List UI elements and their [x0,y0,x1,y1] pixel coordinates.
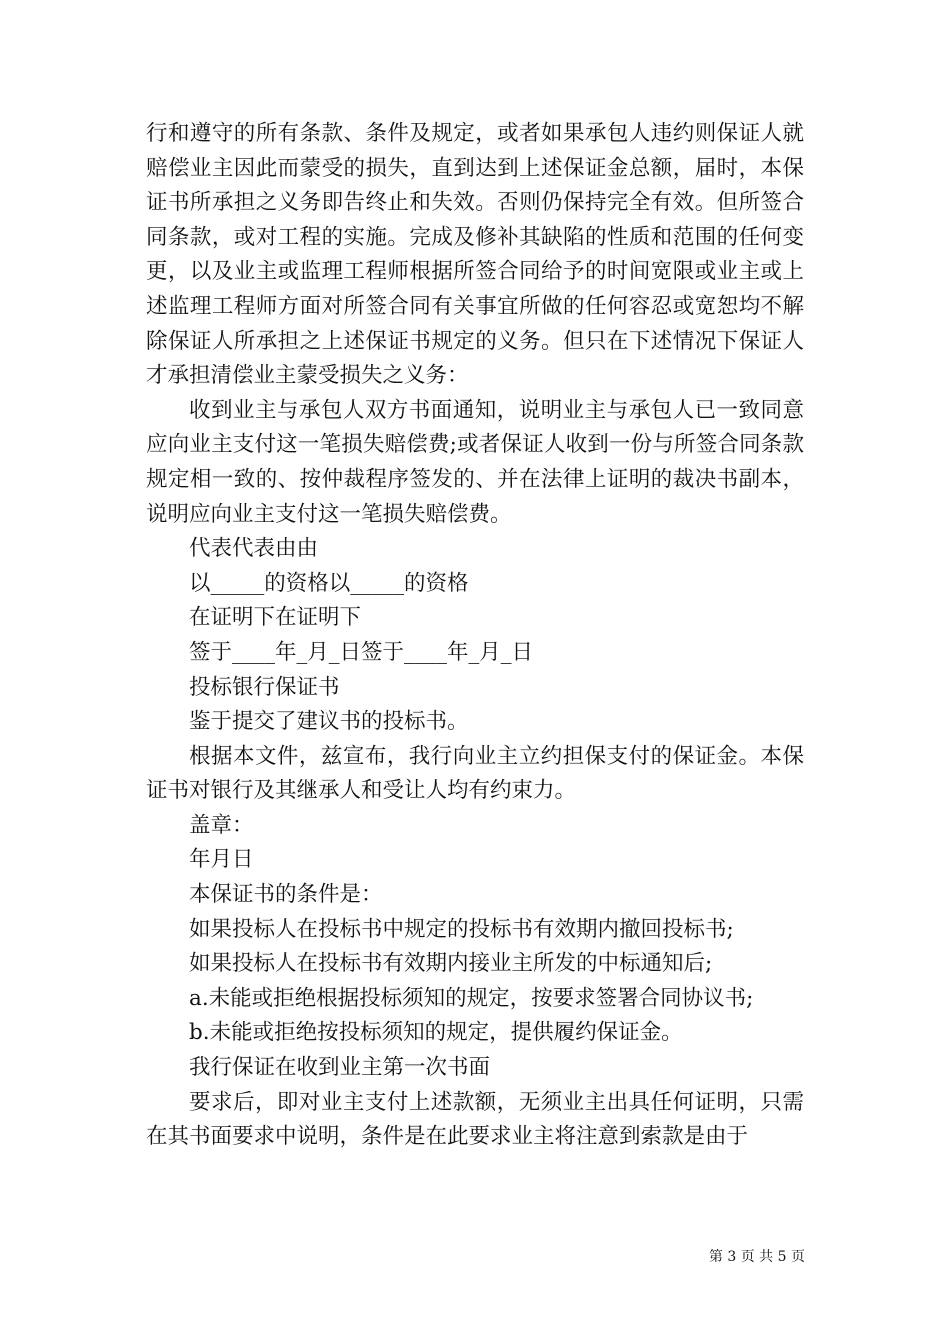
paragraph-1: 行和遵守的所有条款、条件及规定，或者如果承包人违约则保证人就赔偿业主因此而蒙受的损失，直到达到上述保证金总额，届时，本保证书所承担之义务即告终止和失效。否则仍保持完全有效。但所签合同条款，或对工程的实施。完成及修补其缺陷的性质和范围的任何变更，以及业主或监理工程师根据所签合同给予的时间宽限或业主或上述监理工程师方面对所签合同有关事宜所做的任何容忍或宽恕均不解除保证人所承担之上述保证书规定的义务。但只在下述情况下保证人才承担清偿业主蒙受损失之义务： [146,121,804,389]
paragraph-11: 年月日 [189,847,254,873]
paragraph-6: 签于____年_月_日签于____年_月_日 [189,639,534,665]
page-number-footer: 第 3 页 共 5 页 [708,1249,805,1265]
paragraph-9: 根据本文件，兹宣布，我行向业主立约担保支付的保证金。本保证书对银行及其继承人和受让人均有约束力。 [146,743,804,804]
document-body [146,117,804,1155]
paragraph-2: 收到业主与承包人双方书面通知，说明业主与承包人已一致同意应向业主支付这一笔损失赔偿费;或者保证人收到一份与所签合同条款规定相一致的、按仲裁程序签发的、并在法律上证明的裁决书副本，说明应向业主支付这一笔损失赔偿费。 [146,397,804,527]
paragraph-12: 本保证书的条件是： [189,882,383,908]
paragraph-3: 代表代表由由 [189,536,319,562]
paragraph-14: 如果投标人在投标书有效期内接业主所发的中标通知后; [189,951,713,977]
paragraph-7: 投标银行保证书 [189,674,340,700]
paragraph-4: 以_____的资格以_____的资格 [189,570,469,596]
paragraph-16: b.未能或拒绝按投标须知的规定，提供履约保证金。 [189,1020,683,1046]
paragraph-17: 我行保证在收到业主第一次书面 [189,1055,491,1081]
paragraph-15: a.未能或拒绝根据投标须知的规定，按要求签署合同协议书; [189,985,754,1011]
paragraph-18: 要求后，即对业主支付上述款额，无须业主出具任何证明，只需在其书面要求中说明，条件是在此要求业主将注意到索款是由于 [146,1089,804,1150]
paragraph-10: 盖章： [189,812,254,838]
paragraph-5: 在证明下在证明下 [189,605,362,631]
paragraph-13: 如果投标人在投标书中规定的投标书有效期内撤回投标书; [189,916,734,942]
paragraph-8: 鉴于提交了建议书的投标书。 [189,709,469,735]
